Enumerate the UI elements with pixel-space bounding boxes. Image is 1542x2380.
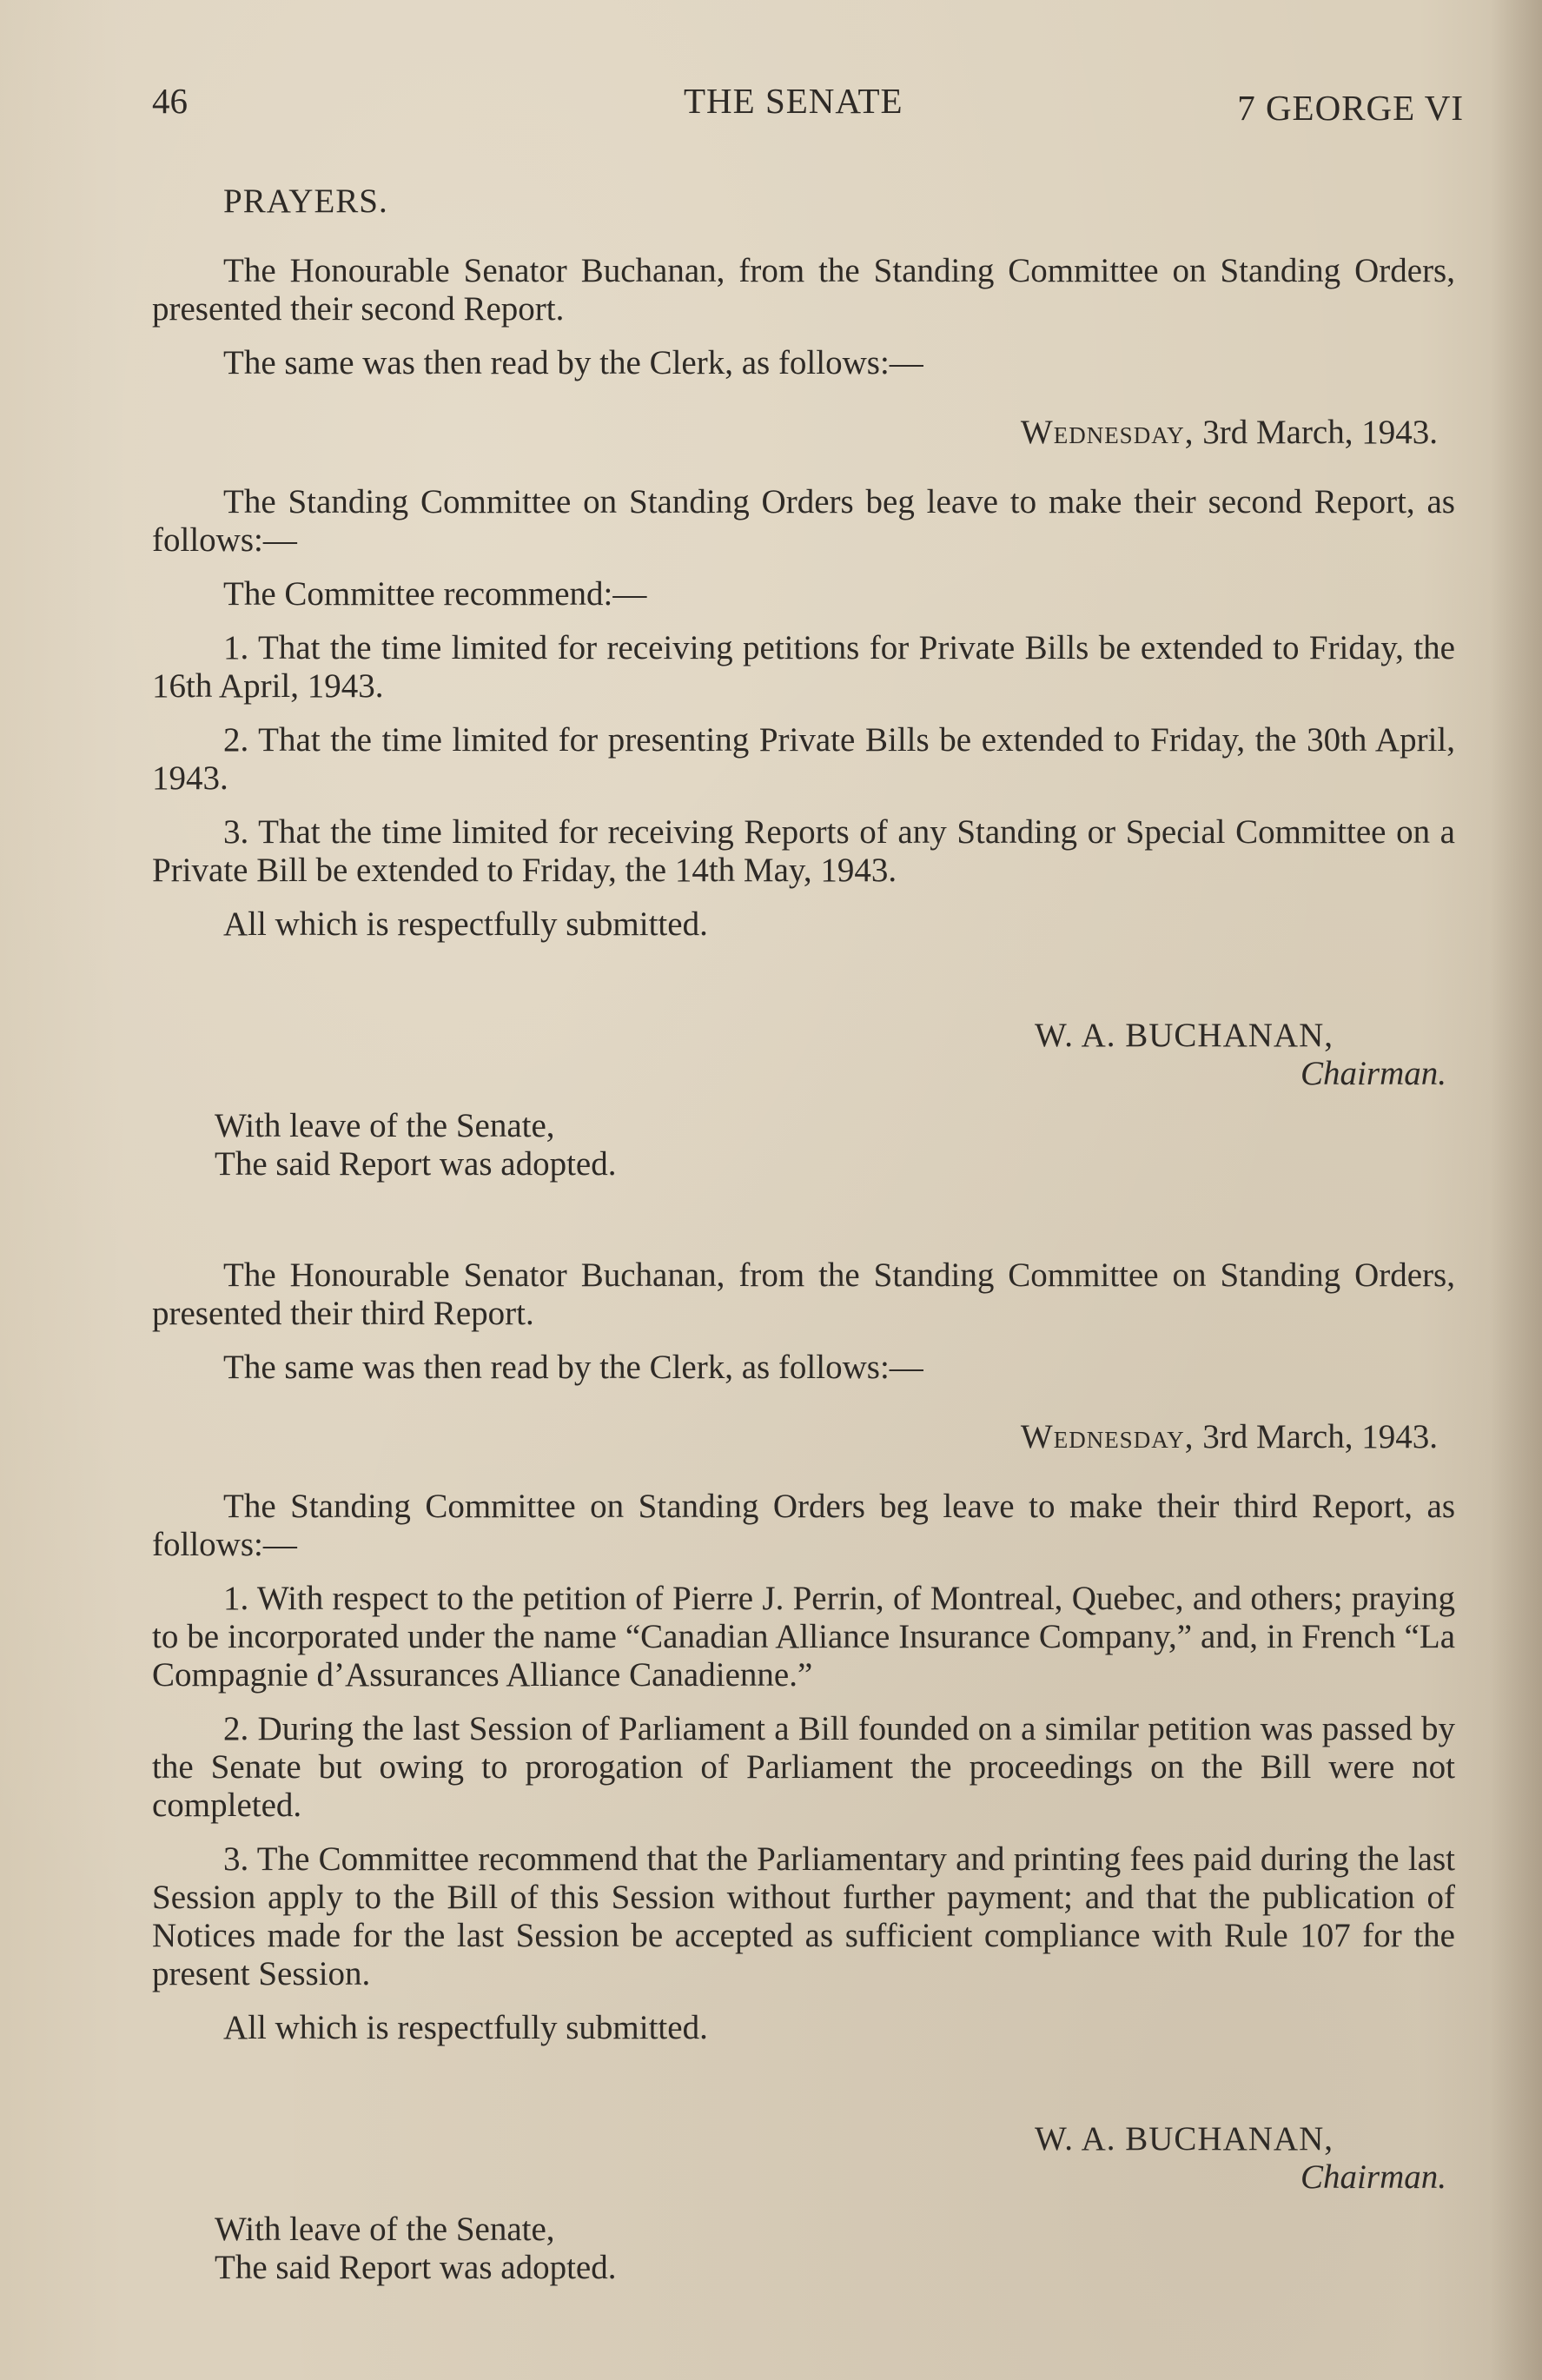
second-report-adoption [215, 1107, 1455, 1183]
third-report-item-3: 3. The Committee recommend that the Parliamentary and printing fees paid during the last Session apply to the Bill of this Session without further payment; and that the publication of Notices made for the last Session be accepted as sufficient compliance with Rule 107 for the present Session. [152, 1840, 1455, 1992]
second-report-date-rest: 3rd March, 1943. [1202, 414, 1438, 451]
third-report-intro: The Honourable Senator Buchanan, from the Standing Committee on Standing Orders, presented their third Report. [152, 1256, 1455, 1332]
second-report-date [152, 414, 1455, 452]
second-report-intro: The Honourable Senator Buchanan, from the Standing Committee on Standing Orders, presented their second Report. [152, 252, 1455, 328]
second-report-item-2: 2. That the time limited for presenting Private Bills be extended to Friday, the 30th April, 1943. [152, 721, 1455, 797]
third-report-item-1: 1. With respect to the petition of Pierre J. Perrin, of Montreal, Quebec, and others; praying to be incorporated under the name “Canadian Alliance Insurance Company,” and, in French “La Compagnie d’Assurances Alliance Canadienne.” [152, 1580, 1455, 1694]
third-report-date-rest: 3rd March, 1943. [1202, 1418, 1438, 1455]
third-report-signatory: W. A. BUCHANAN, [1034, 2120, 1334, 2158]
third-report-adopted-line: The said Report was adopted. [215, 2249, 617, 2286]
third-report-date-day: Wednesday, [1020, 1418, 1195, 1455]
second-report-section [152, 252, 1455, 1183]
page-body [152, 182, 1455, 2287]
second-report-leave-line: With leave of the Senate, [215, 1107, 555, 1144]
third-report-section [152, 1256, 1455, 2287]
second-report-date-day: Wednesday, [1020, 414, 1195, 451]
second-report-signatory-title: Chairman. [1300, 1055, 1446, 1092]
third-report-leave-line: With leave of the Senate, [215, 2211, 555, 2248]
regnal-year: 7 GEORGE VI [1237, 88, 1464, 128]
prayers-heading: PRAYERS. [223, 182, 388, 220]
third-report-adoption [215, 2211, 1455, 2287]
second-report-read-line: The same was then read by the Clerk, as follows:— [223, 344, 923, 381]
second-report-recommend: The Committee recommend:— [223, 575, 647, 613]
second-report-opening: The Standing Committee on Standing Orders beg leave to make their second Report, as follows:— [152, 483, 1455, 559]
third-report-date [152, 1418, 1455, 1456]
second-report-submitted: All which is respectfully submitted. [223, 905, 708, 943]
running-title: THE SENATE [684, 81, 903, 121]
third-report-read-line: The same was then read by the Clerk, as follows:— [223, 1349, 923, 1386]
third-report-item-2: 2. During the last Session of Parliament a Bill founded on a similar petition was passed by the Senate but owing to prorogation of Parliament the proceedings on the Bill were not completed. [152, 1710, 1455, 1824]
second-report-item-1: 1. That the time limited for receiving petitions for Private Bills be extended to Friday, the 16th April, 1943. [152, 629, 1455, 705]
second-report-signatory: W. A. BUCHANAN, [1034, 1017, 1334, 1054]
third-report-opening: The Standing Committee on Standing Orders beg leave to make their third Report, as follows:— [152, 1488, 1455, 1563]
second-report-item-3: 3. That the time limited for receiving Reports of any Standing or Special Committee on a Private Bill be extended to Friday, the 14th May, 1943. [152, 813, 1455, 889]
third-report-submitted: All which is respectfully submitted. [223, 2009, 708, 2046]
page-number: 46 [152, 81, 188, 121]
third-report-signatory-title: Chairman. [1300, 2158, 1446, 2196]
second-report-adopted-line: The said Report was adopted. [215, 1145, 617, 1183]
page-header [152, 80, 1464, 132]
